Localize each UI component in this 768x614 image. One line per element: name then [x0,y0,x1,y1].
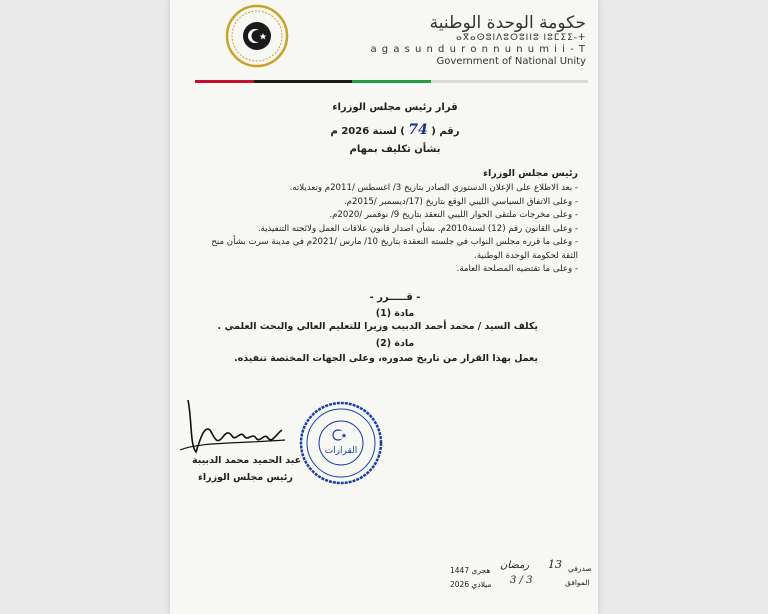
article-1-text: يكلف السيد / محمد أحمد الدبيب وزيرا للتعليم العالي والبحث العلمي . [217,321,538,332]
preamble-item: - وعلى الاتفاق السياسي الليبي الوقع بتاريخ (17/ديسمبر /2015م. [343,196,578,207]
issued-month: رمضان [500,560,530,571]
preamble-item: - وعلى ما تقتضيه المصلحة العامة. [456,264,578,274]
header-english: Government of National Unity [436,56,586,67]
flag-color-bar [195,80,588,83]
agreed-label: الموافق [565,578,590,587]
document-page [170,0,598,614]
decision-number-line [320,122,470,138]
header-arabic: حكومة الوحدة الوطنية [429,13,586,33]
preamble-item: - بعد الاطلاع على الإعلان الدستوري الصادر بتاريخ 3/ اغسطس /2011م وتعديلاته. [289,183,578,193]
handwritten-signature-icon [170,390,290,480]
number-prefix: رقم ( [431,126,460,137]
state-seal-icon [225,4,289,68]
article-1-label: مادة (1) [375,308,415,319]
decision-title: قرار رئيس مجلس الوزراء [332,102,458,113]
year-gregorian: 2026 ميلادي [450,580,492,589]
issued-day: 13 [548,558,562,571]
government-header [370,14,586,68]
article-2-text: يعمل بهذا القرار من تاريخ صدوره، وعلى الجهات المختصة تنفيذه. [234,353,538,364]
decided-heading: - قـــــرر - [369,292,421,303]
preamble-item: الثقة لحكومة الوحدة الوطنية. [474,250,578,261]
date-gregorian: 3 / 3 [510,575,533,586]
decision-subject: بشأن تكليف بمهام [349,144,441,155]
preamble-item: - وعلى مخرجات ملتقى الحوار الليبي النعقد بتاريخ 9/ نوفمبر /2020م. [329,210,578,220]
preamble-item: - وعلى ما قرره مجلس النواب في جلسته النعقدة بتاريخ 10/ مارس /2021م في مدينة سرت بشأن منح [211,237,578,247]
official-stamp-icon [298,400,384,486]
signer-title: رئيس مجلس الوزراء [198,472,293,483]
preamble-item: - وعلى القانون رقم (12) لسنة2010م. بشأن اصدار قانون علاقات العمل ولائحته التنفيذية. [257,223,578,234]
header-tifinagh: ⴰⴳⴰⵙⵓⵏⴷⵓⵔⵓⵏⵏⵓ ⵏⵓⵎⵉⵉ-ⵜ [456,33,586,43]
header-latin-amazigh: a g a s u n d u r o n n u n u m i i - T [370,44,586,55]
decision-number: 74 [408,122,428,138]
signer-name: عبد الحميد محمد الدبيبة [192,455,302,466]
number-suffix: ) لسنة 2026 م [330,126,405,137]
article-2-label: مادة (2) [375,338,415,349]
issued-year-hijri: 1447 هجرى [450,566,491,575]
stamp-label: القرارات [324,446,358,456]
issued-label: صدرفي [568,564,592,573]
preamble-list [178,182,578,277]
addressee: رئيس مجلس الوزراء [483,168,578,179]
